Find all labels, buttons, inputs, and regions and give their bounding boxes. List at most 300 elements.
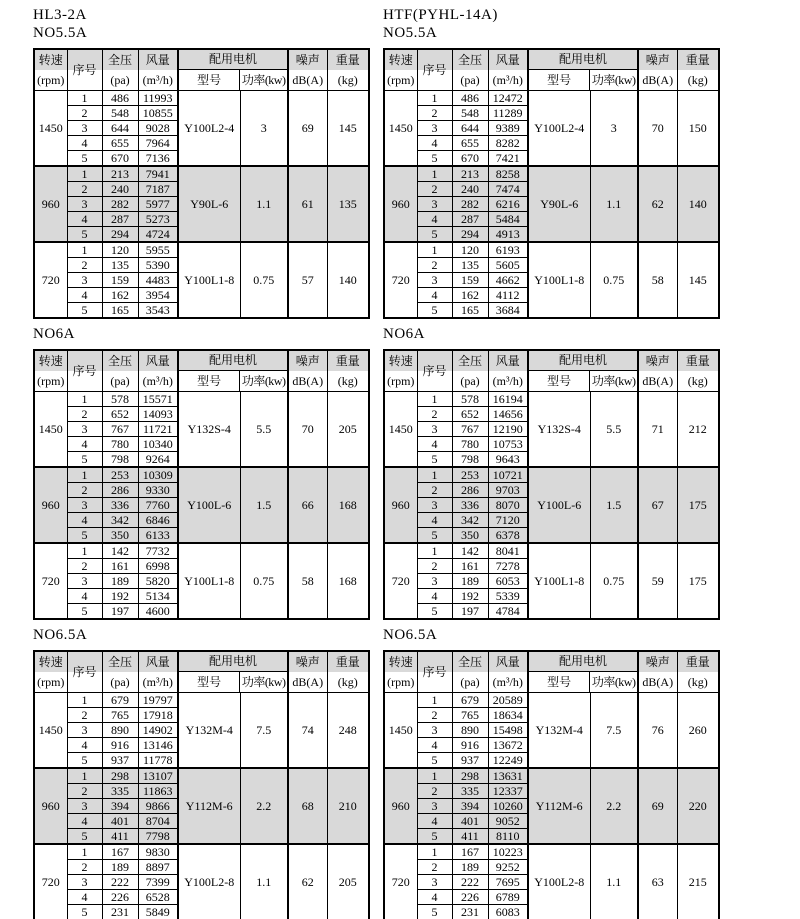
cell-airflow: 6133 bbox=[138, 528, 178, 544]
cell-airflow: 7474 bbox=[488, 182, 528, 197]
motor-model-label: 型号 bbox=[547, 73, 572, 87]
cell-noise: 71 bbox=[638, 392, 677, 468]
col-header-noise bbox=[288, 350, 327, 392]
catalog-page bbox=[0, 6, 800, 919]
cell-serial: 3 bbox=[417, 723, 452, 738]
noise-label: 噪声 bbox=[645, 354, 670, 368]
cell-serial: 3 bbox=[417, 574, 452, 589]
cell-pressure: 780 bbox=[102, 437, 138, 452]
motor-power-label: 功率(kw) bbox=[239, 672, 287, 692]
table-title-line: NO5.5A bbox=[383, 25, 438, 41]
cell-pressure: 189 bbox=[102, 574, 138, 589]
cell-serial: 5 bbox=[67, 753, 102, 769]
cell-serial: 2 bbox=[67, 258, 102, 273]
col-header-serial bbox=[67, 49, 102, 91]
cell-serial: 1 bbox=[67, 467, 102, 483]
cell-pressure: 197 bbox=[452, 604, 488, 620]
cell-noise: 70 bbox=[288, 392, 327, 468]
cell-pressure: 411 bbox=[452, 829, 488, 845]
cell-weight: 140 bbox=[677, 166, 719, 242]
table-title-block bbox=[33, 325, 368, 343]
col-header-motor bbox=[178, 651, 288, 693]
cell-motor-power: 1.5 bbox=[240, 467, 288, 543]
spec-row bbox=[34, 166, 369, 182]
airflow-label: 风量 bbox=[495, 354, 520, 368]
pressure-unit-label: (pa) bbox=[460, 73, 480, 87]
cell-serial: 4 bbox=[417, 890, 452, 905]
cell-airflow: 17918 bbox=[138, 708, 178, 723]
noise-unit-label: dB(A) bbox=[642, 73, 674, 87]
cell-airflow: 5390 bbox=[138, 258, 178, 273]
cell-rpm: 1450 bbox=[384, 91, 417, 167]
serial-label: 序号 bbox=[422, 665, 447, 679]
speed-unit-label: (rpm) bbox=[37, 73, 65, 87]
cell-pressure: 282 bbox=[452, 197, 488, 212]
col-header-serial bbox=[67, 651, 102, 693]
cell-serial: 3 bbox=[417, 422, 452, 437]
pressure-unit-label: (pa) bbox=[110, 374, 130, 388]
cell-serial: 5 bbox=[67, 829, 102, 845]
cell-weight: 175 bbox=[677, 543, 719, 619]
cell-serial: 2 bbox=[417, 106, 452, 121]
speed-label: 转速 bbox=[38, 354, 63, 368]
cell-weight: 145 bbox=[677, 242, 719, 318]
cell-motor-model: Y100L2-4 bbox=[178, 91, 240, 167]
cell-weight: 140 bbox=[327, 242, 369, 318]
table-column bbox=[383, 6, 718, 319]
table-column bbox=[33, 6, 368, 319]
weight-label: 重量 bbox=[335, 354, 360, 368]
col-header-serial bbox=[417, 49, 452, 91]
col-header-airflow bbox=[138, 651, 178, 693]
cell-motor-power: 0.75 bbox=[240, 543, 288, 619]
airflow-unit-label: (m³/h) bbox=[492, 374, 523, 388]
speed-unit-label: (rpm) bbox=[387, 73, 415, 87]
cell-airflow: 9264 bbox=[138, 452, 178, 468]
noise-unit-label: dB(A) bbox=[642, 675, 674, 689]
cell-serial: 2 bbox=[417, 784, 452, 799]
sections-root bbox=[0, 6, 800, 919]
motor-group-label: 配用电机 bbox=[529, 50, 637, 70]
motor-power-label: 功率(kw) bbox=[589, 70, 637, 90]
cell-rpm: 960 bbox=[34, 166, 67, 242]
spec-row bbox=[34, 91, 369, 106]
weight-label: 重量 bbox=[685, 53, 710, 67]
airflow-unit-label: (m³/h) bbox=[142, 374, 173, 388]
cell-airflow: 6053 bbox=[488, 574, 528, 589]
cell-pressure: 162 bbox=[102, 288, 138, 303]
cell-noise: 70 bbox=[638, 91, 677, 167]
cell-noise: 62 bbox=[288, 844, 327, 919]
spec-row bbox=[384, 693, 719, 708]
cell-pressure: 226 bbox=[452, 890, 488, 905]
airflow-unit-label: (m³/h) bbox=[142, 73, 173, 87]
cell-serial: 4 bbox=[417, 814, 452, 829]
cell-serial: 3 bbox=[67, 574, 102, 589]
cell-noise: 62 bbox=[638, 166, 677, 242]
cell-motor-model: Y90L-6 bbox=[178, 166, 240, 242]
cell-serial: 1 bbox=[67, 242, 102, 258]
motor-subheader-row bbox=[529, 371, 637, 391]
col-header-speed bbox=[34, 49, 67, 91]
table-column bbox=[33, 325, 368, 620]
cell-weight: 145 bbox=[327, 91, 369, 167]
cell-serial: 4 bbox=[67, 212, 102, 227]
cell-airflow: 5484 bbox=[488, 212, 528, 227]
cell-pressure: 578 bbox=[452, 392, 488, 407]
table-column bbox=[383, 325, 718, 620]
cell-serial: 1 bbox=[417, 768, 452, 784]
cell-pressure: 336 bbox=[102, 498, 138, 513]
cell-serial: 4 bbox=[417, 437, 452, 452]
cell-serial: 5 bbox=[417, 528, 452, 544]
col-header-speed bbox=[384, 350, 417, 392]
cell-airflow: 7187 bbox=[138, 182, 178, 197]
motor-subheader-row bbox=[179, 371, 287, 391]
weight-unit-label: (kg) bbox=[337, 675, 358, 689]
table-title-line: NO6A bbox=[33, 326, 75, 342]
cell-serial: 2 bbox=[417, 182, 452, 197]
cell-pressure: 120 bbox=[452, 242, 488, 258]
cell-serial: 2 bbox=[417, 258, 452, 273]
cell-airflow: 6378 bbox=[488, 528, 528, 544]
cell-serial: 3 bbox=[417, 875, 452, 890]
cell-pressure: 342 bbox=[102, 513, 138, 528]
cell-rpm: 1450 bbox=[34, 91, 67, 167]
speed-label: 转速 bbox=[38, 655, 63, 669]
cell-pressure: 287 bbox=[452, 212, 488, 227]
col-header-pressure bbox=[452, 350, 488, 392]
cell-airflow: 7941 bbox=[138, 166, 178, 182]
cell-motor-model: Y100L2-4 bbox=[528, 91, 590, 167]
cell-weight: 215 bbox=[677, 844, 719, 919]
motor-subheader-row bbox=[529, 672, 637, 692]
cell-pressure: 336 bbox=[452, 498, 488, 513]
cell-pressure: 679 bbox=[102, 693, 138, 708]
cell-serial: 1 bbox=[417, 467, 452, 483]
cell-serial: 2 bbox=[67, 106, 102, 121]
cell-pressure: 135 bbox=[452, 258, 488, 273]
cell-airflow: 13107 bbox=[138, 768, 178, 784]
cell-pressure: 670 bbox=[102, 151, 138, 167]
cell-motor-model: Y100L2-8 bbox=[178, 844, 240, 919]
cell-serial: 3 bbox=[67, 273, 102, 288]
cell-pressure: 159 bbox=[452, 273, 488, 288]
cell-pressure: 286 bbox=[102, 483, 138, 498]
speed-label: 转速 bbox=[38, 53, 63, 67]
cell-pressure: 394 bbox=[452, 799, 488, 814]
spec-row bbox=[34, 543, 369, 559]
fan-spec-table bbox=[33, 48, 370, 319]
cell-serial: 5 bbox=[67, 227, 102, 243]
col-header-airflow bbox=[488, 651, 528, 693]
col-header-motor bbox=[178, 49, 288, 91]
cell-serial: 3 bbox=[67, 723, 102, 738]
cell-serial: 2 bbox=[67, 708, 102, 723]
cell-pressure: 335 bbox=[452, 784, 488, 799]
cell-noise: 59 bbox=[638, 543, 677, 619]
catalog-section bbox=[0, 626, 800, 919]
cell-airflow: 7964 bbox=[138, 136, 178, 151]
cell-airflow: 13672 bbox=[488, 738, 528, 753]
col-header-airflow bbox=[488, 350, 528, 392]
cell-airflow: 15571 bbox=[138, 392, 178, 407]
weight-unit-label: (kg) bbox=[687, 374, 708, 388]
cell-airflow: 14656 bbox=[488, 407, 528, 422]
table-title-line: HL3-2A bbox=[33, 7, 87, 23]
table-title-line: NO5.5A bbox=[33, 25, 88, 41]
cell-pressure: 765 bbox=[452, 708, 488, 723]
cell-serial: 2 bbox=[417, 708, 452, 723]
noise-unit-label: dB(A) bbox=[292, 675, 324, 689]
fan-spec-table bbox=[383, 650, 720, 919]
cell-airflow: 8110 bbox=[488, 829, 528, 845]
weight-unit-label: (kg) bbox=[337, 374, 358, 388]
table-title-line: NO6.5A bbox=[33, 627, 88, 643]
cell-airflow: 5273 bbox=[138, 212, 178, 227]
cell-pressure: 335 bbox=[102, 784, 138, 799]
cell-serial: 1 bbox=[67, 693, 102, 708]
speed-label: 转速 bbox=[388, 53, 413, 67]
col-header-motor bbox=[178, 350, 288, 392]
cell-pressure: 189 bbox=[452, 574, 488, 589]
cell-weight: 260 bbox=[677, 693, 719, 769]
table-header-row bbox=[34, 651, 369, 693]
cell-motor-power: 1.5 bbox=[590, 467, 638, 543]
catalog-section bbox=[0, 325, 800, 620]
cell-pressure: 161 bbox=[102, 559, 138, 574]
pressure-unit-label: (pa) bbox=[110, 675, 130, 689]
spec-row bbox=[384, 467, 719, 483]
catalog-section bbox=[0, 6, 800, 319]
motor-model-label: 型号 bbox=[197, 73, 222, 87]
speed-unit-label: (rpm) bbox=[387, 374, 415, 388]
cell-motor-model: Y100L-6 bbox=[528, 467, 590, 543]
weight-unit-label: (kg) bbox=[687, 73, 708, 87]
table-header-row bbox=[384, 350, 719, 392]
cell-airflow: 4724 bbox=[138, 227, 178, 243]
cell-serial: 5 bbox=[417, 452, 452, 468]
cell-airflow: 3684 bbox=[488, 303, 528, 319]
speed-unit-label: (rpm) bbox=[37, 374, 65, 388]
cell-weight: 135 bbox=[327, 166, 369, 242]
cell-motor-power: 3 bbox=[590, 91, 638, 167]
cell-airflow: 9028 bbox=[138, 121, 178, 136]
cell-serial: 5 bbox=[417, 227, 452, 243]
cell-motor-model: Y100L2-8 bbox=[528, 844, 590, 919]
cell-serial: 4 bbox=[417, 738, 452, 753]
motor-power-label: 功率(kw) bbox=[239, 371, 287, 391]
cell-noise: 58 bbox=[638, 242, 677, 318]
weight-label: 重量 bbox=[335, 53, 360, 67]
motor-group-label: 配用电机 bbox=[179, 50, 287, 70]
cell-pressure: 231 bbox=[452, 905, 488, 919]
cell-airflow: 11778 bbox=[138, 753, 178, 769]
cell-airflow: 9866 bbox=[138, 799, 178, 814]
cell-serial: 4 bbox=[417, 136, 452, 151]
cell-airflow: 10309 bbox=[138, 467, 178, 483]
serial-label: 序号 bbox=[72, 63, 97, 77]
cell-noise: 66 bbox=[288, 467, 327, 543]
cell-rpm: 1450 bbox=[384, 693, 417, 769]
cell-rpm: 960 bbox=[384, 768, 417, 844]
col-header-noise bbox=[638, 350, 677, 392]
table-title-block bbox=[383, 626, 718, 644]
col-header-weight bbox=[677, 651, 719, 693]
col-header-motor bbox=[528, 350, 638, 392]
col-header-serial bbox=[67, 350, 102, 392]
cell-rpm: 960 bbox=[34, 768, 67, 844]
cell-pressure: 342 bbox=[452, 513, 488, 528]
cell-serial: 4 bbox=[67, 513, 102, 528]
cell-pressure: 192 bbox=[452, 589, 488, 604]
cell-airflow: 8258 bbox=[488, 166, 528, 182]
cell-noise: 69 bbox=[638, 768, 677, 844]
pressure-unit-label: (pa) bbox=[460, 374, 480, 388]
motor-power-label: 功率(kw) bbox=[239, 70, 287, 90]
spec-row bbox=[384, 543, 719, 559]
table-header-row bbox=[34, 350, 369, 392]
cell-pressure: 167 bbox=[102, 844, 138, 860]
cell-airflow: 5134 bbox=[138, 589, 178, 604]
cell-serial: 2 bbox=[67, 860, 102, 875]
cell-serial: 4 bbox=[417, 513, 452, 528]
cell-pressure: 286 bbox=[452, 483, 488, 498]
speed-unit-label: (rpm) bbox=[387, 675, 415, 689]
cell-serial: 2 bbox=[67, 407, 102, 422]
cell-motor-model: Y132S-4 bbox=[528, 392, 590, 468]
serial-label: 序号 bbox=[72, 364, 97, 378]
cell-airflow: 13146 bbox=[138, 738, 178, 753]
cell-rpm: 720 bbox=[34, 543, 67, 619]
cell-rpm: 960 bbox=[384, 467, 417, 543]
cell-pressure: 294 bbox=[452, 227, 488, 243]
cell-serial: 2 bbox=[417, 407, 452, 422]
cell-pressure: 679 bbox=[452, 693, 488, 708]
cell-airflow: 10260 bbox=[488, 799, 528, 814]
cell-pressure: 282 bbox=[102, 197, 138, 212]
cell-airflow: 7399 bbox=[138, 875, 178, 890]
table-header-row bbox=[34, 49, 369, 91]
motor-power-label: 功率(kw) bbox=[589, 672, 637, 692]
cell-pressure: 411 bbox=[102, 829, 138, 845]
cell-motor-power: 3 bbox=[240, 91, 288, 167]
spec-row bbox=[34, 693, 369, 708]
cell-motor-model: Y90L-6 bbox=[528, 166, 590, 242]
cell-rpm: 720 bbox=[34, 844, 67, 919]
cell-airflow: 10223 bbox=[488, 844, 528, 860]
table-title-block bbox=[33, 626, 368, 644]
cell-airflow: 3543 bbox=[138, 303, 178, 319]
cell-airflow: 7695 bbox=[488, 875, 528, 890]
cell-rpm: 720 bbox=[384, 242, 417, 318]
table-header-row bbox=[384, 651, 719, 693]
cell-pressure: 767 bbox=[452, 422, 488, 437]
cell-rpm: 720 bbox=[34, 242, 67, 318]
cell-airflow: 4662 bbox=[488, 273, 528, 288]
cell-noise: 63 bbox=[638, 844, 677, 919]
col-header-noise bbox=[638, 49, 677, 91]
cell-motor-power: 0.75 bbox=[590, 242, 638, 318]
cell-pressure: 767 bbox=[102, 422, 138, 437]
cell-rpm: 1450 bbox=[34, 693, 67, 769]
cell-pressure: 655 bbox=[452, 136, 488, 151]
serial-label: 序号 bbox=[72, 665, 97, 679]
cell-motor-power: 0.75 bbox=[590, 543, 638, 619]
cell-airflow: 5955 bbox=[138, 242, 178, 258]
cell-weight: 175 bbox=[677, 467, 719, 543]
col-header-speed bbox=[384, 651, 417, 693]
cell-airflow: 11863 bbox=[138, 784, 178, 799]
cell-pressure: 780 bbox=[452, 437, 488, 452]
cell-weight: 205 bbox=[327, 392, 369, 468]
cell-motor-model: Y112M-6 bbox=[178, 768, 240, 844]
cell-pressure: 159 bbox=[102, 273, 138, 288]
cell-airflow: 19797 bbox=[138, 693, 178, 708]
cell-pressure: 167 bbox=[452, 844, 488, 860]
col-header-weight bbox=[327, 350, 369, 392]
cell-serial: 1 bbox=[417, 91, 452, 106]
noise-label: 噪声 bbox=[295, 354, 320, 368]
cell-pressure: 253 bbox=[102, 467, 138, 483]
col-header-airflow bbox=[488, 49, 528, 91]
cell-airflow: 4600 bbox=[138, 604, 178, 620]
serial-label: 序号 bbox=[422, 364, 447, 378]
cell-pressure: 226 bbox=[102, 890, 138, 905]
cell-motor-power: 7.5 bbox=[590, 693, 638, 769]
cell-serial: 2 bbox=[417, 559, 452, 574]
motor-model-label: 型号 bbox=[197, 675, 222, 689]
cell-noise: 74 bbox=[288, 693, 327, 769]
col-header-motor bbox=[528, 651, 638, 693]
cell-serial: 5 bbox=[67, 604, 102, 620]
motor-model-label: 型号 bbox=[547, 675, 572, 689]
cell-airflow: 6998 bbox=[138, 559, 178, 574]
cell-serial: 3 bbox=[67, 498, 102, 513]
cell-serial: 4 bbox=[417, 212, 452, 227]
cell-pressure: 350 bbox=[102, 528, 138, 544]
col-header-pressure bbox=[452, 49, 488, 91]
cell-airflow: 8070 bbox=[488, 498, 528, 513]
cell-airflow: 5977 bbox=[138, 197, 178, 212]
cell-weight: 205 bbox=[327, 844, 369, 919]
col-header-airflow bbox=[138, 350, 178, 392]
cell-serial: 1 bbox=[417, 166, 452, 182]
cell-airflow: 14093 bbox=[138, 407, 178, 422]
cell-serial: 2 bbox=[67, 784, 102, 799]
cell-airflow: 9052 bbox=[488, 814, 528, 829]
cell-pressure: 578 bbox=[102, 392, 138, 407]
cell-pressure: 161 bbox=[452, 559, 488, 574]
cell-pressure: 165 bbox=[452, 303, 488, 319]
motor-group-label: 配用电机 bbox=[179, 652, 287, 672]
fan-spec-table bbox=[383, 349, 720, 620]
spec-row bbox=[34, 844, 369, 860]
cell-motor-model: Y132S-4 bbox=[178, 392, 240, 468]
cell-weight: 168 bbox=[327, 543, 369, 619]
spec-row bbox=[34, 768, 369, 784]
cell-pressure: 253 bbox=[452, 467, 488, 483]
airflow-unit-label: (m³/h) bbox=[492, 73, 523, 87]
speed-label: 转速 bbox=[388, 655, 413, 669]
cell-pressure: 135 bbox=[102, 258, 138, 273]
motor-group-label: 配用电机 bbox=[529, 652, 637, 672]
motor-power-label: 功率(kw) bbox=[589, 371, 637, 391]
motor-subheader-row bbox=[179, 672, 287, 692]
cell-serial: 2 bbox=[417, 483, 452, 498]
pressure-label: 全压 bbox=[457, 354, 482, 368]
cell-airflow: 6193 bbox=[488, 242, 528, 258]
